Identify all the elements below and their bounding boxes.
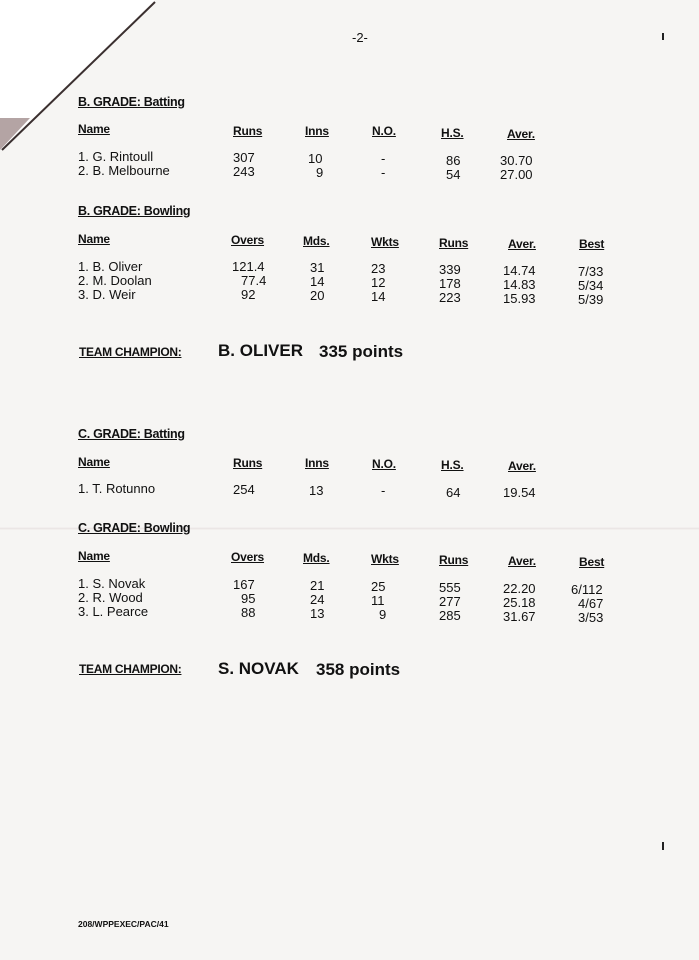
average-value: 25.18 (503, 595, 536, 610)
section-title-b-bowling: B. GRADE: Bowling (78, 204, 191, 218)
high-score-value: 64 (446, 485, 461, 500)
runs-value: 243 (233, 164, 255, 179)
col-header-wickets: Wkts (371, 552, 399, 566)
team-champion-points: 358 points (316, 660, 401, 679)
scan-mark (662, 33, 664, 40)
player-name: 2. B. Melbourne (78, 163, 170, 178)
page-number: -2- (352, 30, 368, 45)
player-name: 3. D. Weir (78, 287, 136, 302)
col-header-overs: Overs (231, 550, 265, 564)
scan-mark (662, 842, 664, 850)
col-header-name: Name (78, 232, 110, 246)
high-score-value: 86 (446, 153, 461, 168)
col-header-runs: Runs (439, 553, 469, 567)
maidens-value: 13 (310, 606, 325, 621)
col-header-best: Best (579, 555, 605, 569)
player-name: 1. T. Rotunno (78, 481, 156, 496)
col-header-name: Name (78, 549, 110, 563)
average-value: 14.74 (503, 263, 536, 278)
wickets-value: 25 (371, 579, 386, 594)
team-champion-name: B. OLIVER (218, 341, 304, 360)
team-champion-label: TEAM CHAMPION: (79, 662, 182, 676)
col-header-runs: Runs (233, 456, 263, 470)
wickets-value: 23 (371, 261, 386, 276)
best-value: 5/39 (578, 292, 604, 307)
wickets-value: 11 (371, 593, 385, 608)
wickets-value: 9 (379, 607, 387, 622)
team-champion-name: S. NOVAK (218, 659, 299, 678)
col-header-inns: Inns (305, 124, 329, 138)
maidens-value: 31 (310, 260, 325, 275)
runs-value: 307 (233, 150, 255, 165)
col-header-aver: Aver. (508, 237, 536, 251)
section-title-c-batting: C. GRADE: Batting (78, 427, 185, 441)
col-header-runs: Runs (439, 236, 469, 250)
wickets-value: 14 (371, 289, 386, 304)
high-score-value: 54 (446, 167, 461, 182)
runs-value: 339 (439, 262, 461, 277)
best-value: 6/112 (571, 582, 603, 597)
runs-value: 254 (233, 482, 255, 497)
runs-value: 223 (439, 290, 461, 305)
section-title-c-bowling: C. GRADE: Bowling (78, 521, 191, 535)
overs-value: 88 (241, 605, 256, 620)
player-name: 2. R. Wood (78, 590, 143, 605)
overs-value: 77.4 (241, 273, 267, 288)
average-value: 31.67 (503, 609, 536, 624)
overs-value: 167 (233, 577, 255, 592)
player-name: 3. L. Pearce (78, 604, 149, 619)
average-value: 22.20 (503, 581, 536, 596)
average-value: 19.54 (503, 485, 536, 500)
best-value: 4/67 (578, 596, 604, 611)
col-header-hs: H.S. (441, 458, 464, 472)
col-header-overs: Overs (231, 233, 265, 247)
maidens-value: 20 (310, 288, 325, 303)
col-header-no: N.O. (372, 457, 396, 471)
col-header-aver: Aver. (507, 127, 535, 141)
col-header-hs: H.S. (441, 126, 464, 140)
col-header-maidens: Mds. (303, 234, 330, 248)
col-header-no: N.O. (372, 124, 396, 138)
best-value: 5/34 (578, 278, 604, 293)
inns-value: 9 (316, 165, 324, 180)
team-champion-points: 335 points (319, 342, 404, 361)
overs-value: 95 (241, 591, 256, 606)
runs-value: 555 (439, 580, 461, 595)
col-header-maidens: Mds. (303, 551, 330, 565)
maidens-value: 21 (310, 578, 325, 593)
col-header-name: Name (78, 455, 110, 469)
col-header-runs: Runs (233, 124, 263, 138)
runs-value: 277 (439, 594, 461, 609)
overs-value: 121.4 (232, 259, 265, 274)
section-title-b-batting: B. GRADE: Batting (78, 95, 185, 109)
col-header-best: Best (579, 237, 605, 251)
player-name: 1. S. Novak (78, 576, 146, 591)
team-champion-label: TEAM CHAMPION: (79, 345, 182, 359)
folded-corner (0, 0, 160, 160)
runs-value: 285 (439, 608, 461, 623)
overs-value: 92 (241, 287, 256, 302)
best-value: 7/33 (578, 264, 604, 279)
not-out-value: - (381, 165, 386, 180)
col-header-wickets: Wkts (371, 235, 399, 249)
not-out-value: - (381, 151, 386, 166)
average-value: 15.93 (503, 291, 536, 306)
col-header-name: Name (78, 122, 110, 136)
wickets-value: 12 (371, 275, 386, 290)
average-value: 30.70 (500, 153, 533, 168)
inns-value: 13 (309, 483, 324, 498)
col-header-aver: Aver. (508, 459, 536, 473)
player-name: 2. M. Doolan (78, 273, 152, 288)
average-value: 27.00 (500, 167, 533, 182)
player-name: 1. B. Oliver (78, 259, 143, 274)
runs-value: 178 (439, 276, 461, 291)
average-value: 14.83 (503, 277, 536, 292)
player-name: 1. G. Rintoull (78, 149, 154, 164)
inns-value: 10 (308, 151, 323, 166)
not-out-value: - (381, 483, 386, 498)
maidens-value: 14 (310, 274, 325, 289)
maidens-value: 24 (310, 592, 325, 607)
col-header-inns: Inns (305, 456, 329, 470)
document-reference: 208/WPPEXEC/PAC/41 (78, 919, 169, 929)
best-value: 3/53 (578, 610, 604, 625)
col-header-aver: Aver. (508, 554, 536, 568)
